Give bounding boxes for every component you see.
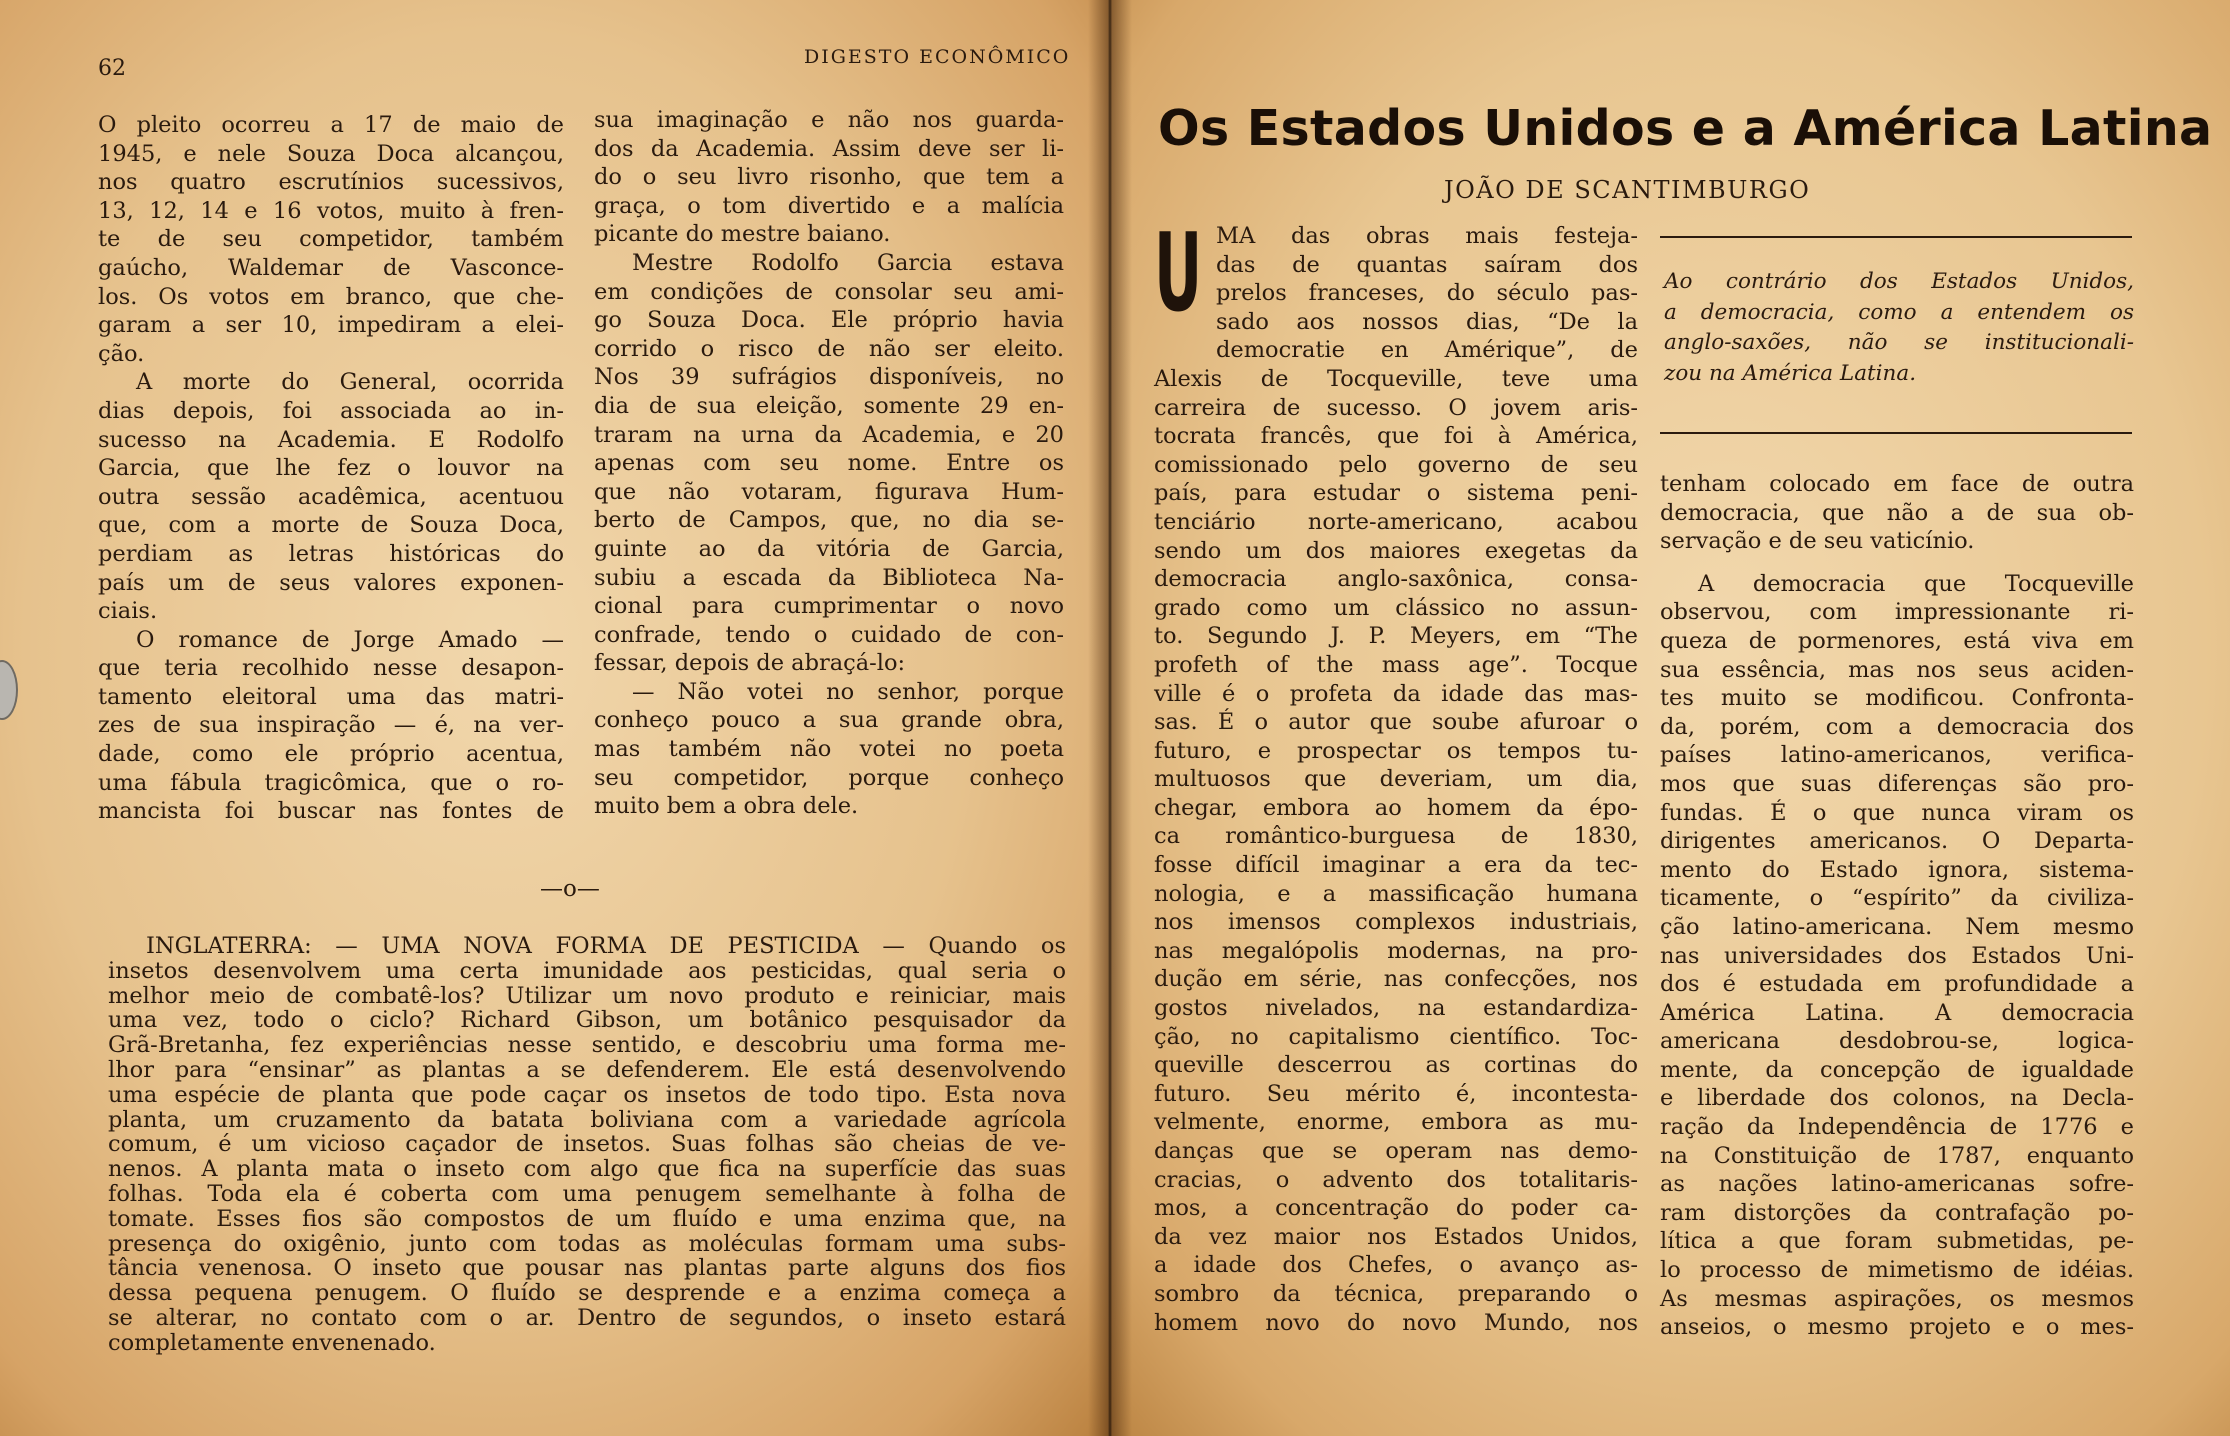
text-line: fessar, depois de abraçá-lo:: [594, 650, 906, 677]
text-line: corrido o risco de não ser eleito.: [594, 335, 1064, 362]
text-line: zes de sua inspiração — é, na ver-: [98, 712, 564, 739]
text-line: que não votaram, figurava Hum-: [594, 478, 1064, 505]
text-line: sua imaginação e não nos guarda-: [594, 107, 1064, 133]
drop-cap: U: [1154, 211, 1203, 336]
text-line: MA das obras mais festeja-: [1216, 223, 1638, 249]
text-line: ca romântico-burguesa de 1830,: [1154, 823, 1638, 850]
text-line: democracia, que não a de sua ob-: [1660, 499, 2134, 526]
text-line: Nos 39 sufrágios disponíveis, no: [594, 364, 1064, 391]
text-line: ciais.: [98, 598, 158, 625]
text-line: anseios, o mesmo projeto e o mes-: [1660, 1314, 2134, 1341]
text-line: uma espécie de planta que pode caçar os insetos de todo tipo. Esta nova: [108, 1081, 1066, 1108]
text-line: sua essência, mas nos seus aciden-: [1660, 656, 2134, 683]
text-line: melhor meio de combatê-los? Utilizar um novo produto e reiniciar, mais: [108, 982, 1066, 1009]
text-line: completamente envenenado.: [108, 1329, 436, 1356]
text-line: que teria recolhido nesse desapon-: [98, 655, 564, 682]
text-line: nas megalópolis modernas, na pro-: [1154, 937, 1638, 964]
text-line: as nações latino-americanas sofre-: [1660, 1171, 2134, 1198]
text-line: lo processo de mimetismo de idéias.: [1660, 1257, 2134, 1284]
text-line: da, porém, com a democracia dos: [1660, 713, 2134, 740]
text-line: da vez maior nos Estados Unidos,: [1154, 1223, 1638, 1250]
binding-clip: [0, 660, 18, 720]
text-line: futuro, e prospectar os tempos tu-: [1154, 737, 1638, 764]
text-line: Grã-Bretanha, fez experiências nesse sentido, e descobriu uma forma me-: [108, 1032, 1066, 1059]
text-line: Mestre Rodolfo Garcia estava: [632, 249, 1064, 276]
text-line: dos é estudada em profundidade a: [1660, 971, 2134, 998]
text-line: tes muito se modificou. Confronta-: [1660, 685, 2134, 712]
text-line: sado aos nossos dias, “De la: [1216, 308, 1638, 335]
text-line: 13, 12, 14 e 16 votos, muito à fren-: [98, 197, 564, 224]
text-line: homem novo do novo Mundo, nos: [1154, 1309, 1638, 1336]
text-line: fundas. É o que nunca viram os: [1660, 799, 2134, 826]
text-line: cional para cumprimentar o novo: [594, 593, 1064, 620]
text-line: tomate. Esses fios são compostos de um fluído e uma enzima que, na: [108, 1205, 1066, 1232]
text-line: te de seu competidor, também: [98, 226, 564, 253]
text-line: Garcia, que lhe fez o louvor na: [98, 455, 564, 482]
text-line: A morte do General, ocorrida: [136, 369, 564, 396]
text-line: queza de pormenores, está viva em: [1660, 627, 2134, 654]
text-line: tamento eleitoral uma das matri-: [98, 683, 564, 710]
text-line: nenos. A planta mata o inseto com algo que fica na superfície das suas: [108, 1156, 1066, 1183]
right-page: [1108, 0, 2230, 1436]
text-line: zou na América Latina.: [1664, 360, 1917, 386]
text-line: perdiam as letras históricas do: [98, 540, 564, 567]
text-line: mos que suas diferenças são pro-: [1660, 770, 2134, 797]
pullquote-top-rule: [1660, 236, 2132, 238]
left-page: [0, 0, 1108, 1436]
text-line: nos quatro escrutínios sucessivos,: [98, 169, 564, 196]
text-line: uma vez, todo o ciclo? Richard Gibson, um botânico pesquisador da: [108, 1007, 1066, 1034]
pullquote: [1664, 267, 2134, 389]
text-line: fosse difícil imaginar a era da tec-: [1154, 852, 1638, 879]
text-line: gaúcho, Waldemar de Vasconce-: [98, 254, 564, 281]
text-line: O romance de Jorge Amado —: [136, 626, 564, 653]
text-line: do o seu livro risonho, que tem a: [594, 164, 1064, 191]
text-line: sucesso na Academia. E Rodolfo: [98, 426, 564, 453]
right-col1-lines: [1154, 222, 1638, 1337]
text-line: As mesmas aspirações, os mesmos: [1660, 1285, 2134, 1312]
text-line: O pleito ocorreu a 17 de maio de: [98, 112, 564, 138]
right-column-2: [1660, 470, 2134, 1342]
text-line: democratie en Amérique”, de: [1216, 337, 1638, 364]
text-line: lítica a que foram submetidas, pe-: [1660, 1228, 2134, 1255]
text-line: se alterar, no contato com o ar. Dentro de segundos, o inseto estará: [108, 1304, 1066, 1331]
text-line: to. Segundo J. P. Meyers, em “The: [1154, 623, 1638, 650]
text-line: carreira de sucesso. O jovem aris-: [1154, 394, 1638, 421]
text-line: dução em série, nas confecções, nos: [1154, 966, 1638, 993]
text-line: conheço pouco a sua grande obra,: [594, 707, 1064, 734]
text-line: ção.: [98, 340, 145, 367]
text-line: mos, a concentração do poder ca-: [1154, 1195, 1638, 1222]
text-line: país um de seus valores exponen-: [98, 569, 564, 596]
text-line: ção, no capitalismo científico. Toc-: [1154, 1023, 1638, 1050]
text-line: folhas. Toda ela é coberta com uma penugem semelhante à folha de: [108, 1180, 1066, 1207]
text-line: Alexis de Tocqueville, teve uma: [1154, 365, 1638, 392]
left-column-2: [594, 106, 1064, 821]
news-lines: [108, 934, 1066, 1356]
text-line: futuro. Seu mérito é, incontesta-: [1154, 1080, 1638, 1107]
text-line: graça, o tom divertido e a malícia: [594, 192, 1064, 219]
text-line: insetos desenvolvem uma certa imunidade aos pesticidas, qual seria o: [108, 957, 1066, 984]
text-line: outra sessão acadêmica, acentuou: [98, 483, 564, 510]
text-line: picante do mestre baiano.: [594, 221, 891, 248]
text-line: dia de sua eleição, somente 29 en-: [594, 392, 1064, 419]
text-line: americana desdobrou-se, logica-: [1660, 1028, 2134, 1055]
text-line: lhor para “ensinar” as plantas a se defenderem. Ele está desenvolvendo: [108, 1056, 1066, 1083]
text-line: grado como um clássico no assun-: [1154, 594, 1638, 621]
text-line: e liberdade dos colonos, na Decla-: [1660, 1085, 2134, 1112]
pullquote-bottom-rule: [1660, 432, 2132, 434]
page-number: 62: [98, 56, 126, 81]
text-line: los. Os votos em branco, que che-: [98, 283, 564, 310]
book-gutter: [1088, 0, 1132, 1436]
text-line: dirigentes americanos. O Departa-: [1660, 828, 2134, 855]
text-line: das de quantas saíram dos: [1216, 251, 1638, 278]
left-col2-lines: [594, 106, 1064, 821]
text-line: berto de Campos, que, no dia se-: [594, 507, 1064, 534]
running-head: DIGESTO ECONÔMICO: [804, 46, 1071, 68]
text-line: países latino-americanos, verifica-: [1660, 742, 2134, 769]
text-line: uma fábula tragicômica, que o ro-: [98, 769, 564, 796]
news-item-pesticide: [108, 934, 1066, 1356]
section-separator: —o—: [540, 876, 600, 902]
text-line: prelos franceses, do século pas-: [1216, 280, 1638, 307]
text-line: dessa pequena penugem. O fluído se desprende e a enzima começa a: [108, 1280, 1066, 1307]
text-line: comum, é um vicioso caçador de insetos. Suas folhas são cheias de ve-: [108, 1131, 1066, 1158]
text-line: confrade, tendo o cuidado de con-: [594, 621, 1064, 648]
article-title: Os Estados Unidos e a América Latina: [1158, 100, 2213, 157]
text-line: queville descerrou as cortinas do: [1154, 1052, 1638, 1079]
text-line: tância venenosa. O inseto que pousar nas plantas parte alguns dos fios: [108, 1255, 1066, 1282]
text-line: multuosos que deveriam, um dia,: [1154, 766, 1638, 793]
text-line: tocrata francês, que foi à América,: [1154, 423, 1638, 450]
text-line: servação e de seu vaticínio.: [1660, 528, 1975, 555]
text-line: tenham colocado em face de outra: [1660, 471, 2134, 497]
right-col2-lines: [1660, 470, 2134, 1342]
left-col1-lines: [98, 111, 564, 826]
left-column-1: [98, 111, 564, 826]
text-line: Ao contrário dos Estados Unidos,: [1664, 269, 2134, 294]
text-line: em condições de consolar seu ami-: [594, 278, 1064, 305]
right-column-1: [1154, 222, 1638, 1337]
text-line: nas universidades dos Estados Uni-: [1660, 942, 2134, 969]
text-line: América Latina. A democracia: [1660, 999, 2134, 1026]
text-line: — Não votei no senhor, porque: [632, 678, 1064, 705]
text-line: profeth of the mass age”. Tocque: [1154, 651, 1638, 678]
text-line: gostos nivelados, na estandardiza-: [1154, 995, 1638, 1022]
text-line: a democracia, como a entendem os: [1664, 299, 2134, 325]
text-line: garam a ser 10, impediram a elei-: [98, 312, 564, 339]
text-line: comissionado pelo governo de seu: [1154, 451, 1638, 478]
text-line: sendo um dos maiores exegetas da: [1154, 537, 1638, 564]
text-line: nos imensos complexos industriais,: [1154, 909, 1638, 936]
text-line: anglo-saxões, não se institucionali-: [1664, 330, 2134, 355]
text-line: INGLATERRA: — UMA NOVA FORMA DE PESTICIDA — Quando os: [146, 933, 1066, 959]
text-line: A democracia que Tocqueville: [1698, 570, 2134, 597]
text-line: mente, da concepção de igualdade: [1660, 1056, 2134, 1083]
text-line: sas. É o autor que soube afuroar o: [1154, 709, 1638, 736]
text-line: ção latino-americana. Nem mesmo: [1660, 913, 2134, 940]
text-line: ração da Independência de 1776 e: [1660, 1114, 2134, 1141]
text-line: que, com a morte de Souza Doca,: [98, 512, 564, 539]
text-line: subiu a escada da Biblioteca Na-: [594, 564, 1064, 591]
text-line: muito bem a obra dele.: [594, 793, 859, 820]
text-line: tenciário norte-americano, acabou: [1154, 508, 1638, 535]
text-line: dias depois, foi associada ao in-: [98, 397, 564, 424]
article-author: JOÃO DE SCANTIMBURGO: [1444, 176, 1811, 204]
text-line: observou, com impressionante ri-: [1660, 599, 2134, 626]
text-line: apenas com seu nome. Entre os: [594, 450, 1064, 477]
text-line: cracias, o advento dos totalitaris-: [1154, 1166, 1638, 1193]
text-line: ticamente, o “espírito” da civiliza-: [1660, 885, 2134, 912]
text-line: democracia anglo-saxônica, consa-: [1154, 566, 1638, 593]
text-line: país, para estudar o sistema peni-: [1154, 480, 1638, 507]
text-line: dade, como ele próprio acentua,: [98, 741, 564, 768]
text-line: chegar, embora ao homem da épo-: [1154, 794, 1638, 821]
text-line: danças que se operam nas demo-: [1154, 1138, 1638, 1164]
text-line: traram na urna da Academia, e 20: [594, 421, 1064, 448]
text-line: mas também não votei no poeta: [594, 736, 1064, 763]
text-line: 1945, e nele Souza Doca alcançou,: [98, 140, 564, 167]
text-line: mancista foi buscar nas fontes de: [98, 798, 564, 825]
text-line: guinte ao da vitória de Garcia,: [594, 535, 1064, 562]
text-line: presença do oxigênio, junto com todas as moléculas formam uma subs-: [108, 1230, 1066, 1257]
text-line: go Souza Doca. Ele próprio havia: [594, 307, 1064, 334]
text-line: planta, um cruzamento da batata boliviana com a variedade agrícola: [108, 1106, 1066, 1133]
text-line: mento do Estado ignora, sistema-: [1660, 856, 2134, 883]
text-line: seu competidor, porque conheço: [594, 764, 1064, 791]
text-line: na Constituição de 1787, enquanto: [1660, 1142, 2134, 1169]
text-line: sombro da técnica, preparando o: [1154, 1280, 1638, 1307]
text-line: velmente, enorme, embora as mu-: [1154, 1109, 1638, 1136]
text-line: nologia, e a massificação humana: [1154, 880, 1638, 907]
text-line: a idade dos Chefes, o avanço as-: [1154, 1252, 1638, 1279]
text-line: ville é o profeta da idade das mas-: [1154, 680, 1638, 707]
text-line: ram distorções da contrafação po-: [1660, 1199, 2134, 1226]
text-line: dos da Academia. Assim deve ser li-: [594, 135, 1064, 162]
